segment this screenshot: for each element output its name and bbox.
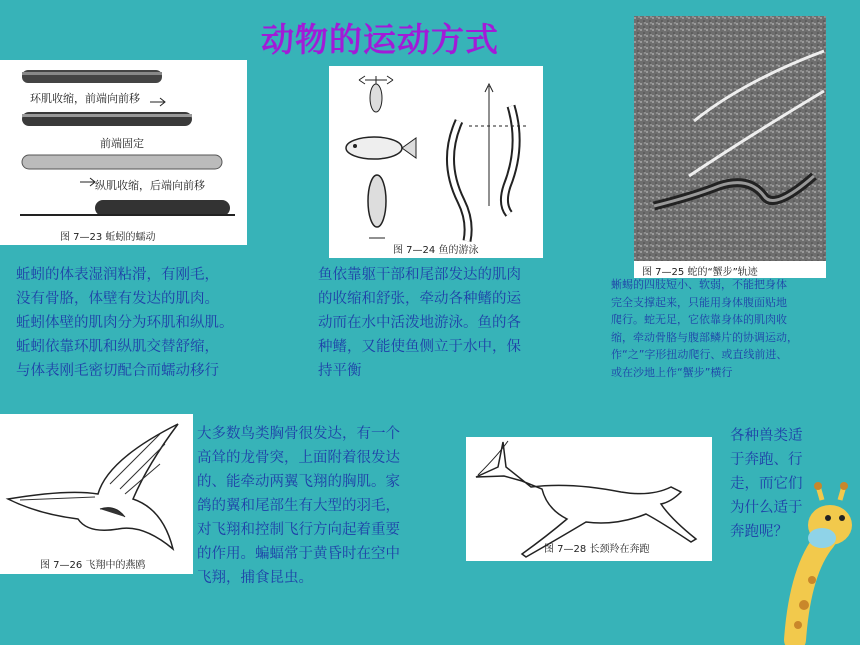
earthworm-illustration xyxy=(0,60,247,245)
slide-title: 动物的运动方式 xyxy=(261,20,499,59)
snake-illustration xyxy=(634,16,826,278)
earthworm-figure xyxy=(0,60,247,245)
bird-figure xyxy=(0,414,193,574)
fish-text-line: 动而在水中活泼地游泳。鱼的各 xyxy=(318,315,521,331)
snake-text-line: 蜥蜴的四肢短小、软弱，不能把身体 xyxy=(611,278,787,291)
bird-text-line: 高耸的龙骨突，上面附着很发达 xyxy=(197,450,400,466)
mammal-text-line: 奔跑呢？ xyxy=(730,524,788,540)
mammal-text-line: 为什么适于 xyxy=(730,500,803,516)
gazelle-caption: 图 7—28 长颈羚在奔跑 xyxy=(544,544,650,555)
gazelle-figure xyxy=(466,437,712,561)
fish-illustration xyxy=(329,66,543,258)
snake-text-line: 缩，牵动骨胳与腹部鳞片的协调运动， xyxy=(611,330,798,344)
earthworm-text-line: 蚯蚓的体表湿润粘滑，有刚毛， xyxy=(16,267,219,283)
earthworm-caption: 图 7—23 蚯蚓的蠕动 xyxy=(60,232,156,243)
earthworm-label-3: 纵肌收缩，后端向前移 xyxy=(95,179,205,192)
earthworm-label-1: 环肌收缩，前端向前移 xyxy=(30,92,140,105)
fish-figure xyxy=(329,66,543,258)
earthworm-text-line: 与体表刚毛密切配合而蠕动移行 xyxy=(16,363,219,379)
bird-caption: 图 7—26 飞翔中的燕鸥 xyxy=(40,560,146,571)
snake-text-line: 或在沙地上作“蟹步”横行 xyxy=(611,365,733,379)
fish-text-line: 种鳍，又能使鱼侧立于水中，保 xyxy=(318,339,521,355)
earthworm-text xyxy=(16,263,316,383)
bird-text-line: 鸽的翼和尾部生有大型的羽毛， xyxy=(197,498,400,514)
fish-text-line: 的收缩和舒张，牵动各种鳍的运 xyxy=(318,291,521,307)
bird-text-line: 对飞翔和控制飞行方向起着重要 xyxy=(197,522,400,538)
giraffe-icon xyxy=(770,480,860,645)
bird-illustration xyxy=(0,414,193,574)
fish-caption: 图 7—24 鱼的游泳 xyxy=(393,245,479,256)
snake-text-line: 爬行。蛇无足，它依靠身体的肌肉收 xyxy=(611,313,787,326)
earthworm-text-line: 蚯蚓体壁的肌肉分为环肌和纵肌。 xyxy=(16,315,234,331)
earthworm-text-line: 蚯蚓依靠环肌和纵肌交替舒缩， xyxy=(16,339,219,355)
snake-text-line: 完全支撑起来，只能用身体腹面贴地 xyxy=(611,295,787,309)
earthworm-text-line: 没有骨胳，体壁有发达的肌肉。 xyxy=(16,291,219,307)
fish-text xyxy=(318,263,598,383)
fish-text-line: 鱼依靠躯干部和尾部发达的肌肉 xyxy=(318,267,521,283)
bird-text-line: 的、能牵动两翼飞翔的胸肌。家 xyxy=(197,474,400,490)
snake-text xyxy=(611,276,856,381)
fish-text-line: 持平衡 xyxy=(318,363,362,379)
mammal-text-line: 各种兽类适 xyxy=(730,428,803,444)
mammal-text-line: 于奔跑、行 xyxy=(730,452,803,468)
giraffe-mascot xyxy=(770,480,860,645)
bird-text-line: 的作用。蝙蝠常于黄昏时在空中 xyxy=(197,546,400,562)
bird-text-line: 大多数鸟类胸骨很发达，有一个 xyxy=(197,426,400,442)
snake-caption: 图 7—25 蛇的“蟹步”轨迹 xyxy=(642,267,758,278)
mammal-text-line: 走，而它们 xyxy=(730,476,803,492)
bird-text-line: 飞翔，捕食昆虫。 xyxy=(197,570,313,586)
bird-text xyxy=(197,422,477,590)
snake-text-line: 作“之”字形扭动爬行、或直线前进、 xyxy=(611,348,788,361)
earthworm-label-2: 前端固定 xyxy=(100,137,144,150)
snake-figure xyxy=(634,16,826,278)
